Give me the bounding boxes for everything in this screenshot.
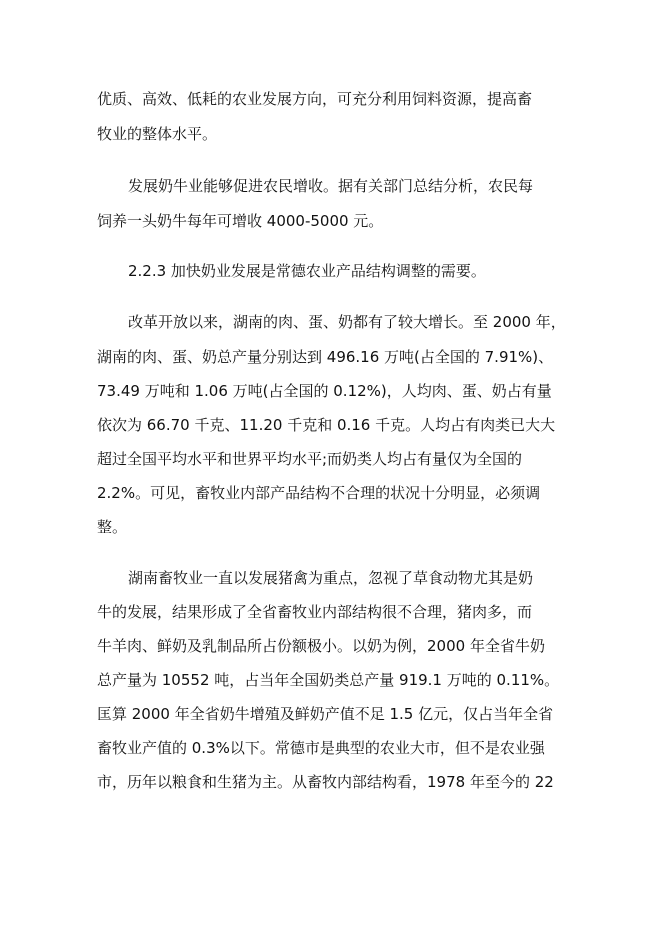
text-line: 湖南畜牧业一直以发展猪禽为重点，忽视了草食动物尤其是奶 xyxy=(128,569,534,587)
text-line: 牛的发展，结果形成了全省畜牧业内部结构很不合理，猪肉多，而 xyxy=(97,603,533,621)
text-line: 饲养一头奶牛每年可增收 4000-5000 元。 xyxy=(97,212,384,230)
text-line: 牧业的整体水平。 xyxy=(97,125,218,143)
text-line: 73.49 万吨和 1.06 万吨(占全国的 0.12%)，人均肉、蛋、奶占有量 xyxy=(97,382,552,400)
section-heading: 2.2.3 加快奶业发展是常德农业产品结构调整的需要。 xyxy=(128,262,486,280)
text-line: 匡算 2000 年全省奶牛增殖及鲜奶产值不足 1.5 亿元，仅占当年全省 xyxy=(97,705,554,723)
text-line: 总产量为 10552 吨，占当年全国奶类总产量 919.1 万吨的 0.11%。 xyxy=(97,671,560,689)
text-line: 依次为 66.70 千克、11.20 千克和 0.16 千克。人均占有肉类已大大 xyxy=(97,416,556,434)
text-line: 超过全国平均水平和世界平均水平;而奶类人均占有量仅为全国的 xyxy=(97,450,523,468)
text-line: 发展奶牛业能够促进农民增收。据有关部门总结分析，农民每 xyxy=(128,177,534,195)
text-line: 市，历年以粮食和生猪为主。从畜牧内部结构看，1978 年至今的 22 xyxy=(97,773,554,791)
text-line: 优质、高效、低耗的农业发展方向，可充分利用饲料资源，提高畜 xyxy=(97,90,533,108)
text-line: 改革开放以来，湖南的肉、蛋、奶都有了较大增长。至 2000 年， xyxy=(128,313,566,331)
text-line: 湖南的肉、蛋、奶总产量分别达到 496.16 万吨(占全国的 7.91%)、 xyxy=(97,348,554,366)
text-line: 牛羊肉、鲜奶及乳制品所占份额极小。以奶为例，2000 年全省牛奶 xyxy=(97,637,545,655)
text-line: 畜牧业产值的 0.3%以下。常德市是典型的农业大市，但不是农业强 xyxy=(97,739,545,757)
text-line: 2.2%。可见，畜牧业内部产品结构不合理的状况十分明显，必须调 xyxy=(97,484,541,502)
text-line: 整。 xyxy=(97,518,128,536)
